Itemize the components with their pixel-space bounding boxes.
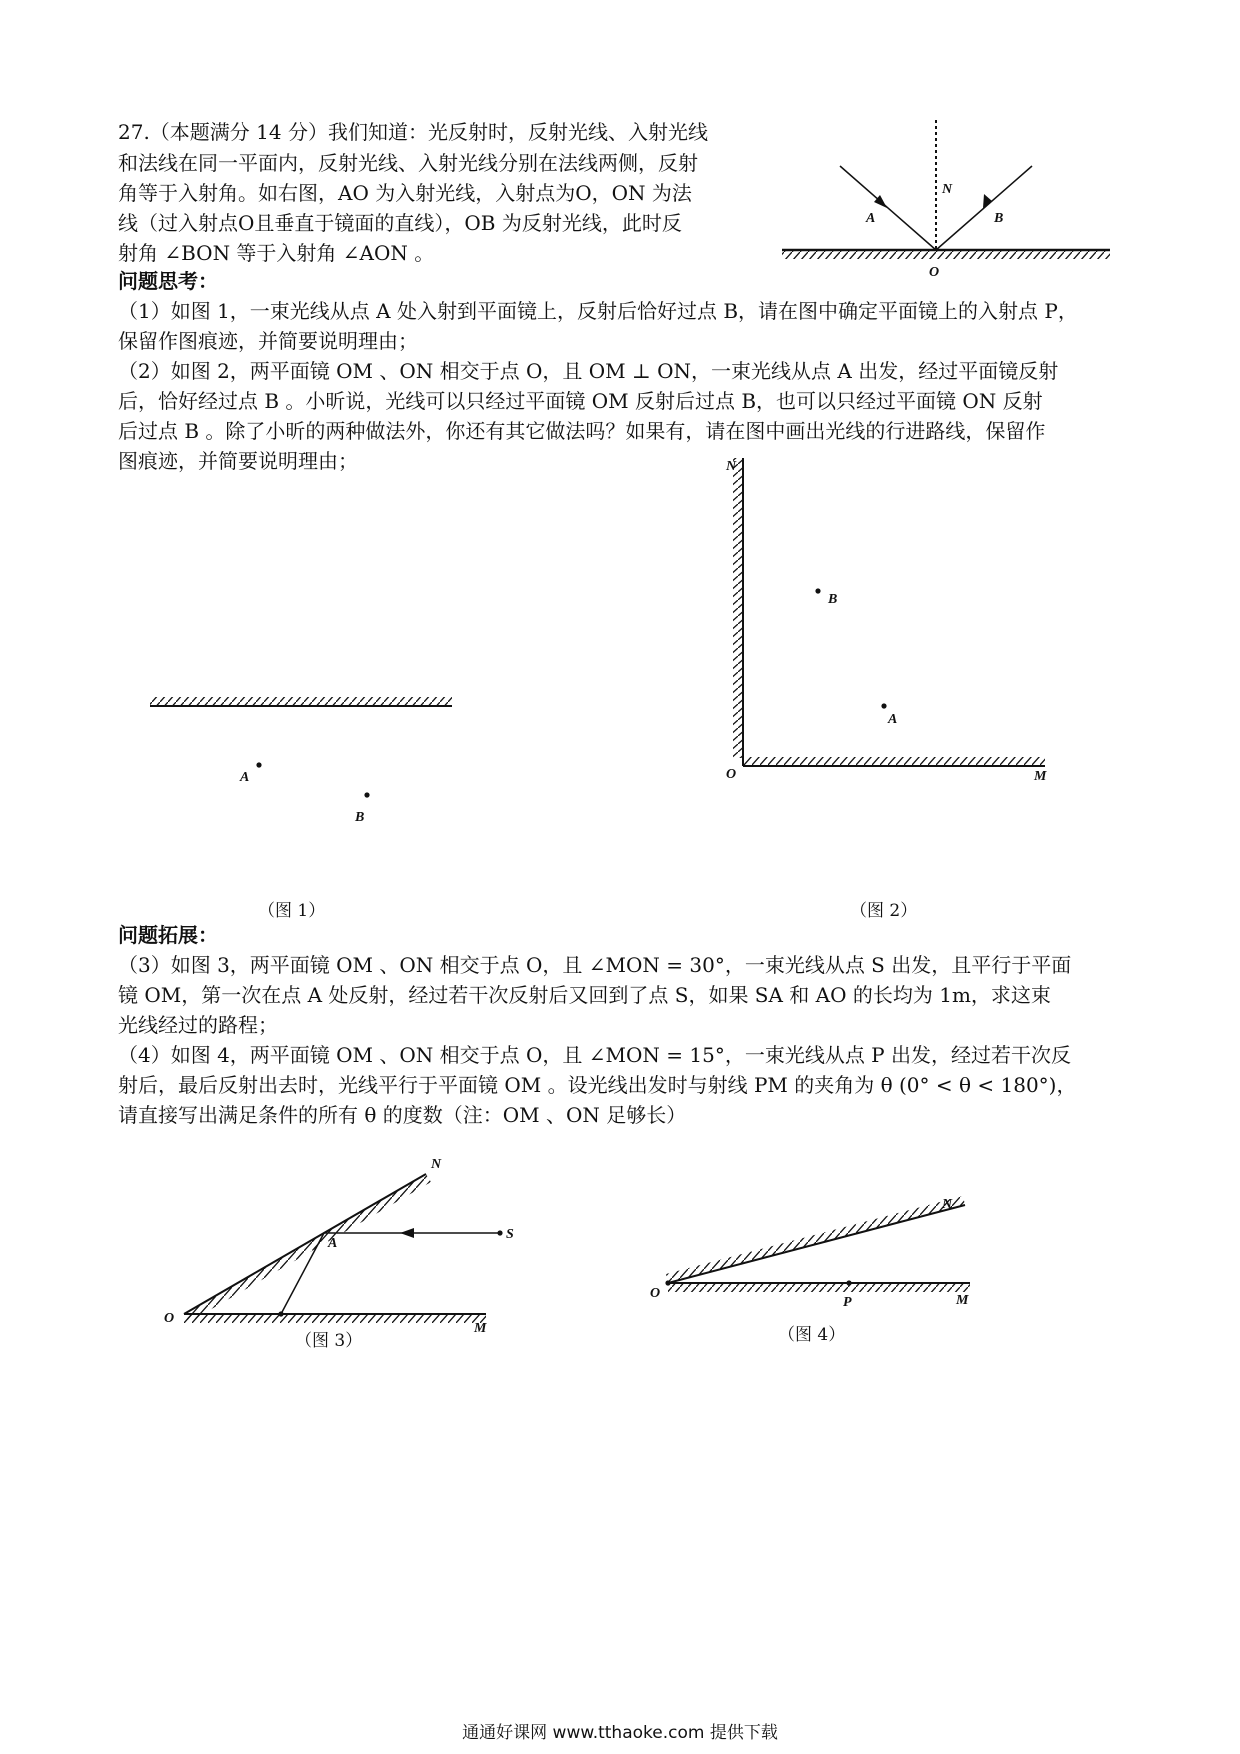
fig2-point-A xyxy=(881,703,886,708)
fig2-label-A: A xyxy=(888,712,898,727)
fig1-label-B: B xyxy=(355,810,365,825)
intro-label-B: B xyxy=(994,211,1004,226)
footer-source: 通通好课网 www.tthaoke.com 提供下载 xyxy=(462,1723,778,1743)
fig3-label-O: O xyxy=(164,1311,175,1326)
fig3-caption: （图 3） xyxy=(295,1331,363,1351)
intro-label-A: A xyxy=(866,211,876,226)
intro-reflection-figure xyxy=(782,120,1110,280)
q3-line-3: 光线经过的路程； xyxy=(118,1013,278,1037)
fig4-point-P xyxy=(846,1280,851,1285)
fig4-mirror-ON-hatch xyxy=(666,1196,965,1283)
q4-line-2: 射后，最后反射出去时，光线平行于平面镜 OM 。设光线出发时与射线 PM 的夹角为 θ (0° < θ < 180°)， xyxy=(118,1073,1077,1097)
fig3-reflection-point xyxy=(278,1311,283,1316)
intro-line-2: 和法线在同一平面内，反射光线、入射光线分别在法线两侧，反射 xyxy=(118,151,698,175)
fig1-label-A: A xyxy=(240,770,250,785)
fig1-point-B xyxy=(364,792,369,797)
intro-line-4: 线（过入射点O且垂直于镜面的直线），OB 为反射光线，此时反 xyxy=(118,211,682,235)
fig3-label-M: M xyxy=(474,1321,487,1336)
fig3-label-N: N xyxy=(431,1157,442,1172)
section-title-extension: 问题拓展： xyxy=(118,923,218,947)
fig2-label-N: N xyxy=(726,459,737,474)
intro-line-1: 27.（本题满分 14 分）我们知道：光反射时，反射光线、入射光线 xyxy=(118,120,708,144)
fig3-mirror-OM-hatch xyxy=(184,1314,486,1323)
section-title-thinking: 问题思考： xyxy=(118,269,218,293)
q2-line-4: 图痕迹，并简要说明理由； xyxy=(118,449,358,473)
fig2-point-B xyxy=(815,588,820,593)
figure-2 xyxy=(725,458,1047,784)
figure-3 xyxy=(164,1157,514,1336)
q3-line-2: 镜 OM，第一次在点 A 处反射，经过若干次反射后又回到了点 S，如果 SA 和 AO 的长均为 1m，求这束 xyxy=(118,983,1051,1007)
fig2-label-B: B xyxy=(828,592,838,607)
q2-line-1: （2）如图 2，两平面镜 OM 、ON 相交于点 O，且 OM ⊥ ON，一束光线从点 A 出发，经过平面镜反射 xyxy=(118,359,1059,383)
q2-line-2: 后，恰好经过点 B 。小昕说，光线可以只经过平面镜 OM 反射后过点 B，也可以只经过平面镜 ON 反射 xyxy=(118,389,1043,413)
q4-line-1: （4）如图 4，两平面镜 OM 、ON 相交于点 O，且 ∠MON = 15°，一束光线从点 P 出发，经过若干次反 xyxy=(118,1043,1071,1067)
fig3-ray-arrow xyxy=(400,1228,414,1238)
fig4-label-N: N xyxy=(942,1197,953,1212)
intro-line-5: 射角 ∠BON 等于入射角 ∠AON 。 xyxy=(118,241,435,265)
intro-line-3: 角等于入射角。如右图，AO 为入射光线，入射点为O，ON 为法 xyxy=(118,181,692,205)
fig4-label-P: P xyxy=(843,1295,852,1310)
fig3-label-S: S xyxy=(506,1227,514,1242)
fig4-point-O xyxy=(665,1280,670,1285)
fig2-mirror-ON-hatch xyxy=(733,458,743,758)
fig2-mirror-OM-hatch xyxy=(743,757,1045,766)
fig3-point-S xyxy=(497,1230,502,1235)
fig2-label-M: M xyxy=(1034,769,1047,784)
fig2-label-O: O xyxy=(726,767,737,782)
intro-label-N: N xyxy=(942,182,953,197)
q3-line-1: （3）如图 3，两平面镜 OM 、ON 相交于点 O，且 ∠MON = 30°，一束光线从点 S 出发，且平行于平面 xyxy=(118,953,1072,977)
fig1-caption: （图 1） xyxy=(258,901,326,921)
fig1-point-A xyxy=(256,762,261,767)
fig4-label-O: O xyxy=(650,1286,661,1301)
fig2-caption: （图 2） xyxy=(850,901,918,921)
intro-reflected-ray xyxy=(936,166,1032,250)
intro-label-O: O xyxy=(929,265,940,280)
fig1-mirror-hatch xyxy=(150,697,452,706)
figure-4 xyxy=(650,1196,970,1310)
fig3-mirror-ON-hatch xyxy=(184,1174,431,1322)
figure-1 xyxy=(150,697,452,825)
q2-line-3: 后过点 B 。除了小昕的两种做法外，你还有其它做法吗？如果有，请在图中画出光线的行进路线，保留作 xyxy=(118,419,1046,443)
intro-incident-ray xyxy=(840,166,936,250)
q4-line-3: 请直接写出满足条件的所有 θ 的度数（注：OM 、ON 足够长） xyxy=(118,1103,687,1127)
fig4-mirror-OM-hatch xyxy=(668,1283,970,1292)
intro-mirror-hatch xyxy=(782,250,1110,259)
q1-line-2: 保留作图痕迹，并简要说明理由； xyxy=(118,329,418,353)
fig4-label-M: M xyxy=(956,1293,969,1308)
fig3-label-A: A xyxy=(328,1236,338,1251)
q1-line-1: （1）如图 1，一束光线从点 A 处入射到平面镜上，反射后恰好过点 B，请在图中确定平面镜上的入射点 P， xyxy=(118,299,1078,323)
fig4-caption: （图 4） xyxy=(778,1325,846,1345)
